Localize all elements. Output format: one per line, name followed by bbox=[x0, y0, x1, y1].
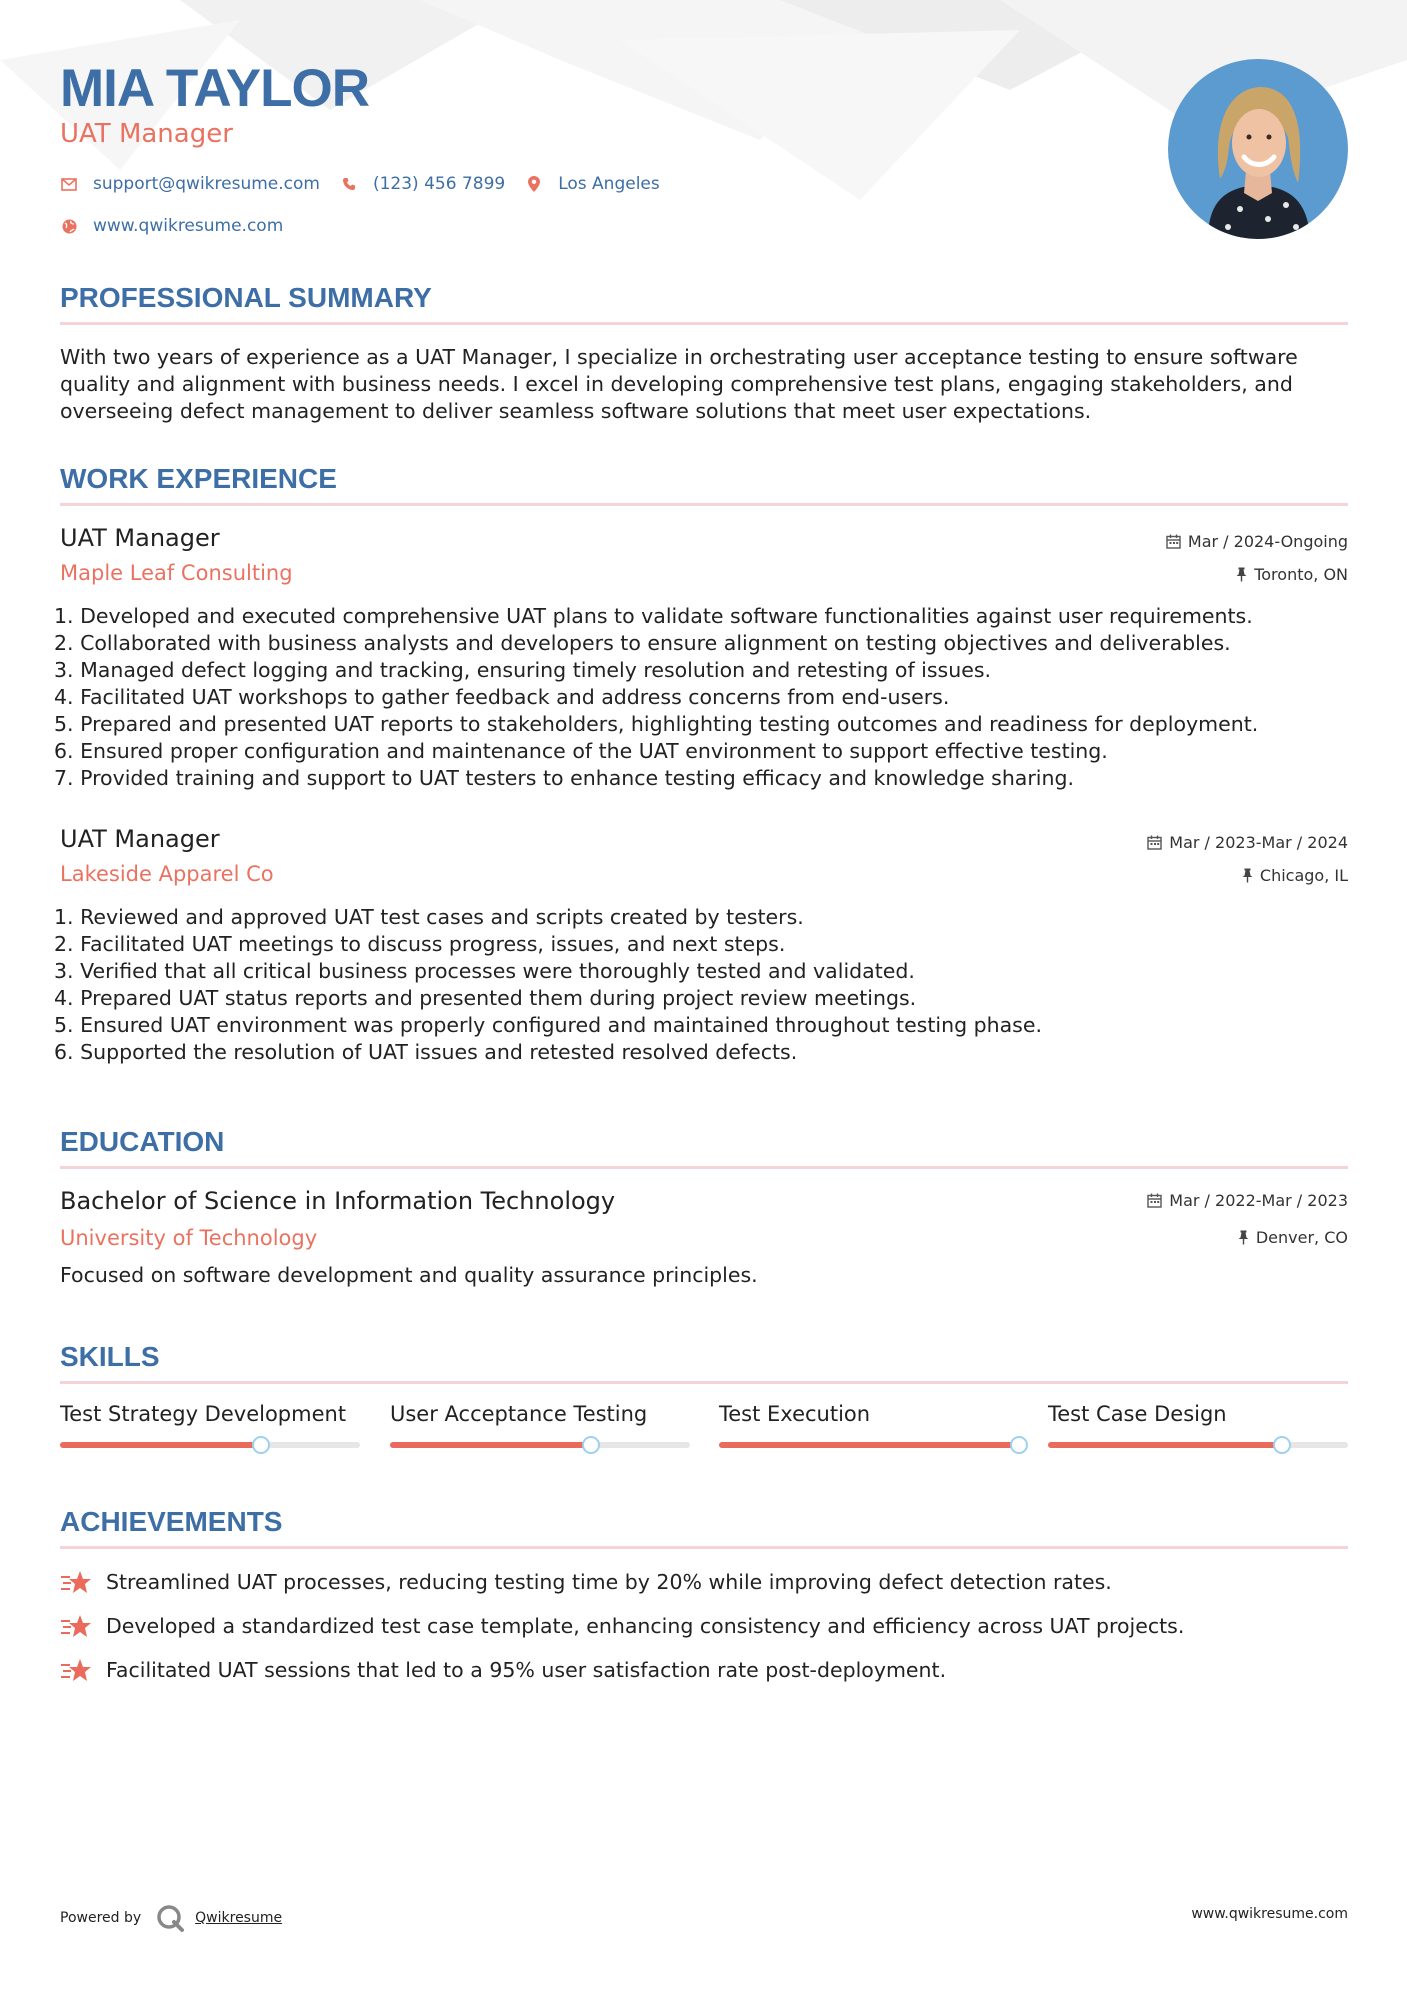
candidate-name: MIA TAYLOR bbox=[60, 59, 369, 118]
candidate-role: UAT Manager bbox=[60, 119, 233, 149]
education-school: University of Technology bbox=[60, 1226, 318, 1250]
section-divider bbox=[60, 503, 1348, 506]
section-divider bbox=[60, 1546, 1348, 1549]
contact-row bbox=[60, 174, 680, 194]
contact-phone[interactable] bbox=[340, 174, 505, 194]
list-item: 4. Facilitated UAT workshops to gather feedback and address concerns from end-users. bbox=[54, 685, 950, 709]
skill-item bbox=[719, 1402, 1019, 1426]
location-text: Los Angeles bbox=[558, 174, 660, 194]
skill-bar bbox=[1048, 1442, 1348, 1448]
list-item: 7. Provided training and support to UAT testers to enhance testing efficacy and knowledge sharing. bbox=[54, 766, 1075, 790]
map-pin-icon bbox=[525, 175, 543, 193]
section-divider bbox=[60, 1381, 1348, 1384]
achievement-text: Developed a standardized test case template, enhancing consistency and efficiency across UAT projects. bbox=[106, 1614, 1185, 1638]
skill-bar-fill bbox=[60, 1442, 261, 1448]
skill-bar-fill bbox=[719, 1442, 1019, 1448]
education-location-text: Denver, CO bbox=[1255, 1228, 1348, 1247]
footer-powered-by bbox=[60, 1903, 282, 1933]
section-divider bbox=[60, 322, 1348, 325]
phone-icon bbox=[340, 175, 358, 193]
envelope-icon bbox=[60, 175, 78, 193]
job-location bbox=[1236, 565, 1348, 584]
list-item: 2. Collaborated with business analysts and developers to ensure alignment on testing objectives and deliverables. bbox=[54, 631, 1231, 655]
job-title: UAT Manager bbox=[60, 825, 220, 853]
skill-bar-knob bbox=[582, 1436, 600, 1454]
list-item: 1. Reviewed and approved UAT test cases and scripts created by testers. bbox=[54, 905, 804, 929]
contact-location bbox=[525, 174, 660, 194]
calendar-icon bbox=[1147, 835, 1162, 850]
skill-bar-knob bbox=[1010, 1436, 1028, 1454]
email-text: support@qwikresume.com bbox=[93, 174, 320, 194]
list-item: 3. Verified that all critical business processes were thoroughly tested and validated. bbox=[54, 959, 915, 983]
list-item: 3. Managed defect logging and tracking, ensuring timely resolution and retesting of issues. bbox=[54, 658, 992, 682]
skill-label: Test Case Design bbox=[1048, 1402, 1227, 1426]
globe-icon bbox=[60, 217, 78, 235]
education-dates-text: Mar / 2022-Mar / 2023 bbox=[1169, 1191, 1348, 1210]
job-title: UAT Manager bbox=[60, 524, 220, 552]
footer-brand-link[interactable]: Qwikresume bbox=[195, 1910, 283, 1926]
achievement-item bbox=[60, 1569, 1112, 1595]
list-item: 5. Prepared and presented UAT reports to stakeholders, highlighting testing outcomes and readiness for deployment. bbox=[54, 712, 1259, 736]
job-location-text: Toronto, ON bbox=[1254, 565, 1348, 584]
job-bullets bbox=[54, 603, 1354, 792]
achievement-text: Facilitated UAT sessions that led to a 95% user satisfaction rate post-deployment. bbox=[106, 1658, 947, 1682]
section-title-experience: WORK EXPERIENCE bbox=[60, 463, 337, 494]
job-dates-text: Mar / 2023-Mar / 2024 bbox=[1169, 833, 1348, 852]
skill-item bbox=[1048, 1402, 1348, 1426]
job-company: Lakeside Apparel Co bbox=[60, 862, 274, 886]
footer-website-link[interactable]: www.qwikresume.com bbox=[1191, 1906, 1348, 1922]
website-text: www.qwikresume.com bbox=[93, 216, 284, 236]
education-dates bbox=[1147, 1191, 1348, 1210]
section-divider bbox=[60, 1166, 1348, 1169]
calendar-icon bbox=[1147, 1193, 1162, 1208]
skill-item bbox=[390, 1402, 690, 1426]
section-title-education: EDUCATION bbox=[60, 1126, 225, 1157]
skill-label: Test Execution bbox=[719, 1402, 871, 1426]
shooting-star-icon bbox=[60, 1657, 92, 1683]
skill-bar-fill bbox=[390, 1442, 591, 1448]
qwikresume-logo-icon bbox=[155, 1903, 185, 1933]
contact-row-2 bbox=[60, 216, 303, 236]
section-title-achievements: ACHIEVEMENTS bbox=[60, 1506, 283, 1537]
job-location-text: Chicago, IL bbox=[1259, 866, 1348, 885]
skill-bar bbox=[719, 1442, 1019, 1448]
profile-photo bbox=[1168, 59, 1348, 239]
contact-website[interactable] bbox=[60, 216, 283, 236]
section-title-skills: SKILLS bbox=[60, 1341, 160, 1372]
job-dates bbox=[1147, 833, 1348, 852]
list-item: 6. Supported the resolution of UAT issues and retested resolved defects. bbox=[54, 1040, 798, 1064]
achievement-text: Streamlined UAT processes, reducing testing time by 20% while improving defect detection rates. bbox=[106, 1570, 1112, 1594]
list-item: 2. Facilitated UAT meetings to discuss progress, issues, and next steps. bbox=[54, 932, 786, 956]
phone-text: (123) 456 7899 bbox=[372, 174, 506, 194]
section-title-summary: PROFESSIONAL SUMMARY bbox=[60, 282, 432, 313]
pushpin-icon bbox=[1236, 567, 1247, 582]
contact-email[interactable] bbox=[60, 174, 320, 194]
calendar-icon bbox=[1166, 534, 1181, 549]
list-item: 5. Ensured UAT environment was properly configured and maintained throughout testing phase. bbox=[54, 1013, 1042, 1037]
skill-bar-fill bbox=[1048, 1442, 1282, 1448]
skill-bar-knob bbox=[1273, 1436, 1291, 1454]
skill-label: User Acceptance Testing bbox=[390, 1402, 648, 1426]
shooting-star-icon bbox=[60, 1569, 92, 1595]
job-dates-text: Mar / 2024-Ongoing bbox=[1187, 532, 1348, 551]
summary-text: With two years of experience as a UAT Manager, I specialize in orchestrating user acceptance testing to ensure software quality and alignment with business needs. I excel in developing comprehensive test plans, engaging stakeholders, and overseeing defect management to deliver seamless software solutions that meet user expectations. bbox=[60, 345, 1298, 423]
skill-bar-knob bbox=[252, 1436, 270, 1454]
education-location bbox=[1238, 1228, 1348, 1247]
skill-bar bbox=[390, 1442, 690, 1448]
list-item: 1. Developed and executed comprehensive UAT plans to validate software functionalities against user requirements. bbox=[54, 604, 1253, 628]
pushpin-icon bbox=[1238, 1230, 1249, 1245]
pushpin-icon bbox=[1242, 868, 1253, 883]
education-description: Focused on software development and quality assurance principles. bbox=[60, 1263, 758, 1287]
job-location bbox=[1242, 866, 1348, 885]
education-degree: Bachelor of Science in Information Technology bbox=[60, 1187, 616, 1215]
skill-label: Test Strategy Development bbox=[60, 1402, 347, 1426]
job-company: Maple Leaf Consulting bbox=[60, 561, 293, 585]
resume-page bbox=[54, 0, 1348, 1990]
skill-item bbox=[60, 1402, 360, 1426]
skill-bar bbox=[60, 1442, 360, 1448]
job-dates bbox=[1166, 532, 1348, 551]
list-item: 6. Ensured proper configuration and maintenance of the UAT environment to support effective testing. bbox=[54, 739, 1108, 763]
achievement-item bbox=[60, 1613, 1184, 1639]
list-item: 4. Prepared UAT status reports and presented them during project review meetings. bbox=[54, 986, 917, 1010]
achievement-item bbox=[60, 1657, 946, 1683]
powered-by-text: Powered by bbox=[60, 1910, 142, 1926]
shooting-star-icon bbox=[60, 1613, 92, 1639]
job-bullets bbox=[54, 904, 1354, 1066]
